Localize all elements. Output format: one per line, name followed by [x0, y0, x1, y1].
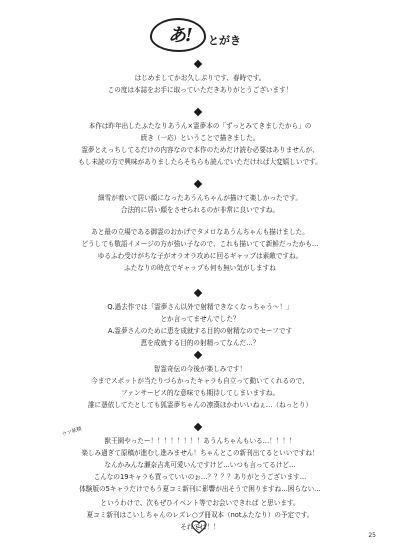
text-line: A.霊夢さんのために恵を成就する目的の射精なのでセーフです — [107, 327, 293, 335]
paragraph-expression — [0, 192, 400, 216]
text-line: 誰に憑依してたとしても狐霊夢ちゃんの凛漢ほかわいいねぇ…（ねっとり） — [87, 401, 313, 409]
diamond-divider-icon — [194, 423, 202, 431]
text-line: なんかみんな瀬奈吉兆可愛いんですけど…いつも言ってるけど… — [104, 461, 296, 469]
paragraph-qa — [0, 301, 400, 349]
text-line: ふたなりの時点でギャップも何も無い気がしますね — [124, 264, 276, 272]
paragraph-greeting — [0, 72, 400, 96]
text-line: ゆるふわ受けがちな子がオラオラ攻めに回るギャップは素敵ですね。 — [97, 252, 303, 260]
text-line: 霊夢とえっちしてるだけの内容なので本作のためだけ読む必要はありませんが、 — [81, 146, 319, 154]
text-line: 続き（一応）ということで描きました。 — [140, 134, 260, 142]
title-suffix: とがき — [208, 34, 241, 47]
diamond-divider-icon — [194, 60, 202, 68]
text-line: 獣王園やったー！！！！！！！！あうんちゃんもいる…！！！！ — [104, 437, 296, 445]
diamond-divider-icon — [194, 180, 202, 188]
text-line: あと最の立場である御霊のおかげでタメロなあうんちゃんも描けました。 — [91, 228, 309, 236]
text-line: Q.過去作では「霊夢さん以外で射精できなくなっちゃう〜！」 — [107, 303, 293, 311]
paragraph-new-game — [0, 435, 400, 495]
afterword-header — [150, 18, 260, 52]
text-line: 今までスポットが当たりづらかったキャラも自立って動いてくれるので、 — [91, 377, 309, 385]
text-line: 細雪が着いて居い顔になったあうんちゃんが描けて楽しかったです。 — [98, 194, 302, 202]
side-note: ウソ妖精 — [61, 426, 83, 438]
text-line: 楽しみ過ぎて原稿が進むし進みません！ちゃんとこの新刊出てるといいですね！ — [81, 449, 319, 457]
paragraph-about-work — [0, 120, 400, 168]
text-line: この度は本誌をお手に取っていただきありがとうございます！ — [107, 86, 293, 94]
text-line: とか言ってませんでした？ — [160, 315, 240, 323]
heart-icon — [191, 520, 207, 534]
diamond-divider-icon — [194, 351, 202, 359]
paragraph-future — [0, 363, 400, 411]
text-line: というわけで、次もぜひイベント等でお会いできれば と思います。 — [100, 499, 300, 507]
text-line: もし未読の方で興味がありましたらそちらも読んでいただければ大変嬉しいです。 — [78, 158, 322, 166]
text-line: 智霊奇伝の今後が楽しみです！ — [153, 365, 247, 373]
page-number: 25 — [368, 532, 376, 539]
text-line: こんなの19キャラも買っていいのぉ…？？？？ありがとうございます… — [93, 473, 307, 481]
text-line: 体験版の5キャラだけでもう夏コミ新刊に影響が出そうで困りますね…困らない… — [79, 485, 321, 493]
text-line: 本作は昨年出したふたなりあうん×霊夢本の「ずっとみてきましたから」の — [88, 122, 312, 130]
title-speech-bubble — [150, 18, 206, 52]
text-line: 恵を成就する目的の射精ってなんだ…？ — [140, 339, 260, 347]
diamond-divider-icon — [194, 108, 202, 116]
text-line: それでは！！ — [180, 523, 220, 531]
paragraph-gap — [0, 226, 400, 274]
title-bubble-text: あ! — [168, 25, 192, 46]
text-line: 夏コミ新刊はこいしちゃんのレズレ○プ冊双本（notふたなり）の予定です。 — [86, 511, 314, 519]
text-line: はじめましてかお久しぶりです、春時です。 — [134, 74, 266, 82]
text-line: ファンサービス的な意味でも期待してしまいますね。 — [120, 389, 280, 397]
text-line: どうしても敬語イメージの方が強い子なので、これも描いてて新鮮だったかも… — [81, 240, 319, 248]
diamond-divider-icon — [194, 289, 202, 297]
text-line: 合法的に居い顔をさせられるのが非常に良いですね。 — [120, 206, 280, 214]
